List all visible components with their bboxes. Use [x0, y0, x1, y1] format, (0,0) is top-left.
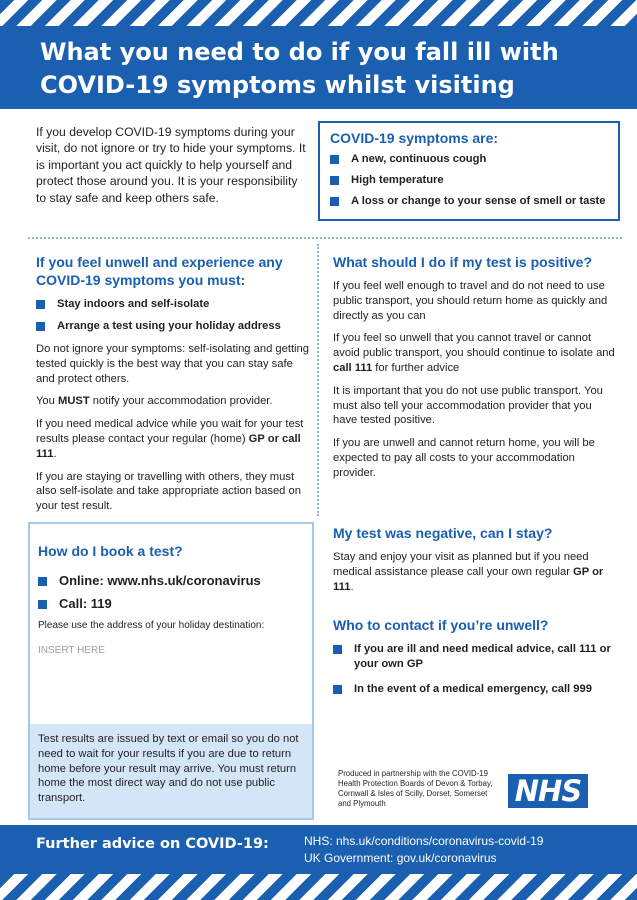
- positive-paragraph-4: If you are unwell and cannot return home, you will be expected to pay all costs to your accommodation provider.: [333, 437, 595, 479]
- positive-paragraph-2: [333, 331, 618, 375]
- symptom-text: A new, continuous cough: [351, 153, 487, 165]
- unwell-paragraph-1: Do not ignore your symptoms: self-isolating and getting tested quickly is the best way that you can stay safe and protect others.: [36, 343, 309, 385]
- page-title-line-2: COVID-19 symptoms whilst visiting: [40, 71, 515, 99]
- page-title-line-1: What you need to do if you fall ill with: [40, 38, 559, 66]
- unwell-paragraph-3: [36, 417, 312, 461]
- contact-text: If you are ill and need medical advice, call 111 or your own GP: [354, 643, 611, 671]
- symptoms-box: [318, 121, 620, 221]
- nhs-logo: NHS: [508, 774, 588, 808]
- bottom-stripe-border: [0, 874, 637, 900]
- contact-list: [333, 642, 618, 696]
- contact-heading: Who to contact if you’re unwell?: [333, 617, 549, 634]
- action-text: Stay indoors and self-isolate: [57, 298, 210, 310]
- book-test-box: [28, 522, 314, 820]
- list-item: [330, 152, 608, 167]
- square-bullet-icon: [330, 176, 339, 185]
- produced-by-note: Produced in partnership with the COVID-19 Health Protection Boards of Devon & Torbay, Cornwall & Isles of Scilly, Dorset, Somerset and Plymouth: [338, 769, 493, 808]
- unwell-heading: If you feel unwell and experience any COVID-19 symptoms you must:: [36, 254, 283, 288]
- footer-links: [304, 833, 543, 867]
- book-call-number: Call: 119: [59, 596, 112, 611]
- positive-paragraph-3: It is important that you do not use public transport. You must also tell your accommodation provider that you have tested positive.: [333, 384, 603, 427]
- emphasis-text: call 111: [333, 361, 373, 374]
- symptom-text: A loss or change to your sense of smell or taste: [351, 195, 606, 207]
- contact-text: In the event of a medical emergency, call 999: [354, 682, 592, 695]
- text-segment: If you feel so unwell that you cannot travel or cannot avoid public transport, you should continue to isolate and: [333, 332, 615, 360]
- emphasis-text: GP or call 111: [36, 432, 301, 460]
- positive-section: [333, 253, 618, 481]
- book-test-heading: How do I book a test?: [38, 543, 183, 559]
- list-item: [333, 642, 618, 672]
- square-bullet-icon: [333, 685, 342, 694]
- negative-and-contact-section: [333, 524, 618, 707]
- list-item: [333, 682, 618, 697]
- list-item: [330, 194, 608, 209]
- list-item: [36, 297, 312, 312]
- text-segment: .: [350, 580, 354, 593]
- symptom-text: High temperature: [351, 174, 444, 186]
- square-bullet-icon: [330, 197, 339, 206]
- gov-link[interactable]: UK Government: gov.uk/coronavirus: [304, 851, 497, 865]
- text-segment: Stay and enjoy your visit as planned but if you need medical assistance please call your own regular: [333, 551, 589, 578]
- nhs-link[interactable]: NHS: nhs.uk/conditions/coronavirus-covid-19: [304, 834, 544, 848]
- negative-paragraph: [333, 550, 618, 594]
- intro-paragraph: If you develop COVID-19 symptoms during your visit, do not ignore or try to hide your symptoms. It is important you act quickly to help yourself and protect those around you. It is your responsibility to stay safe and keep others safe.: [36, 125, 306, 205]
- square-bullet-icon: [38, 577, 47, 586]
- positive-heading: What should I do if my test is positive?: [333, 254, 593, 270]
- book-online-link[interactable]: Online: www.nhs.uk/coronavirus: [59, 573, 261, 588]
- unwell-section: [36, 253, 312, 514]
- symptoms-list: [330, 152, 608, 209]
- unwell-actions-list: [36, 297, 312, 334]
- list-item: [330, 173, 608, 188]
- text-segment: notify your accommodation provider.: [89, 395, 273, 408]
- footer-banner: [0, 825, 637, 874]
- book-options-list: [38, 572, 304, 613]
- square-bullet-icon: [38, 600, 47, 609]
- title-banner: [0, 26, 637, 109]
- square-bullet-icon: [333, 645, 342, 654]
- text-segment: .: [53, 447, 57, 460]
- text-segment: for further advice: [372, 361, 460, 374]
- holiday-address-note: Please use the address of your holiday destination:: [38, 620, 265, 631]
- symptoms-heading: COVID-19 symptoms are:: [330, 130, 499, 146]
- emphasis-text: MUST: [58, 395, 90, 408]
- list-item: [36, 319, 312, 334]
- negative-heading: My test was negative, can I stay?: [333, 525, 553, 541]
- vertical-dotted-divider: [317, 244, 319, 516]
- insert-address-placeholder: INSERT HERE: [38, 645, 105, 656]
- action-text: Arrange a test using your holiday address: [57, 320, 281, 332]
- text-segment: If you need medical advice while you wait for your test results please contact your regular (home): [36, 418, 304, 445]
- dotted-divider: [28, 237, 622, 239]
- square-bullet-icon: [36, 300, 45, 309]
- unwell-paragraph-2: [36, 394, 312, 409]
- unwell-paragraph-4: If you are staying or travelling with others, they must also self-isolate and take appropriate action based on your test result.: [36, 470, 301, 513]
- test-results-note: Test results are issued by text or email so you do not need to wait for your results if you are due to return home before your result may arrive. You must return home the most direct way and do not use public transport.: [30, 724, 312, 818]
- text-segment: You: [36, 395, 58, 408]
- list-item: [38, 572, 304, 590]
- square-bullet-icon: [330, 155, 339, 164]
- list-item: [38, 595, 304, 613]
- top-stripe-border: [0, 0, 637, 26]
- square-bullet-icon: [36, 322, 45, 331]
- further-advice-label: Further advice on COVID-19:: [36, 836, 269, 852]
- positive-paragraph-1: If you feel well enough to travel and do not need to use public transport, you should return home as quickly and directly as you can: [333, 280, 608, 322]
- emphasis-text: GP or 111: [333, 565, 604, 593]
